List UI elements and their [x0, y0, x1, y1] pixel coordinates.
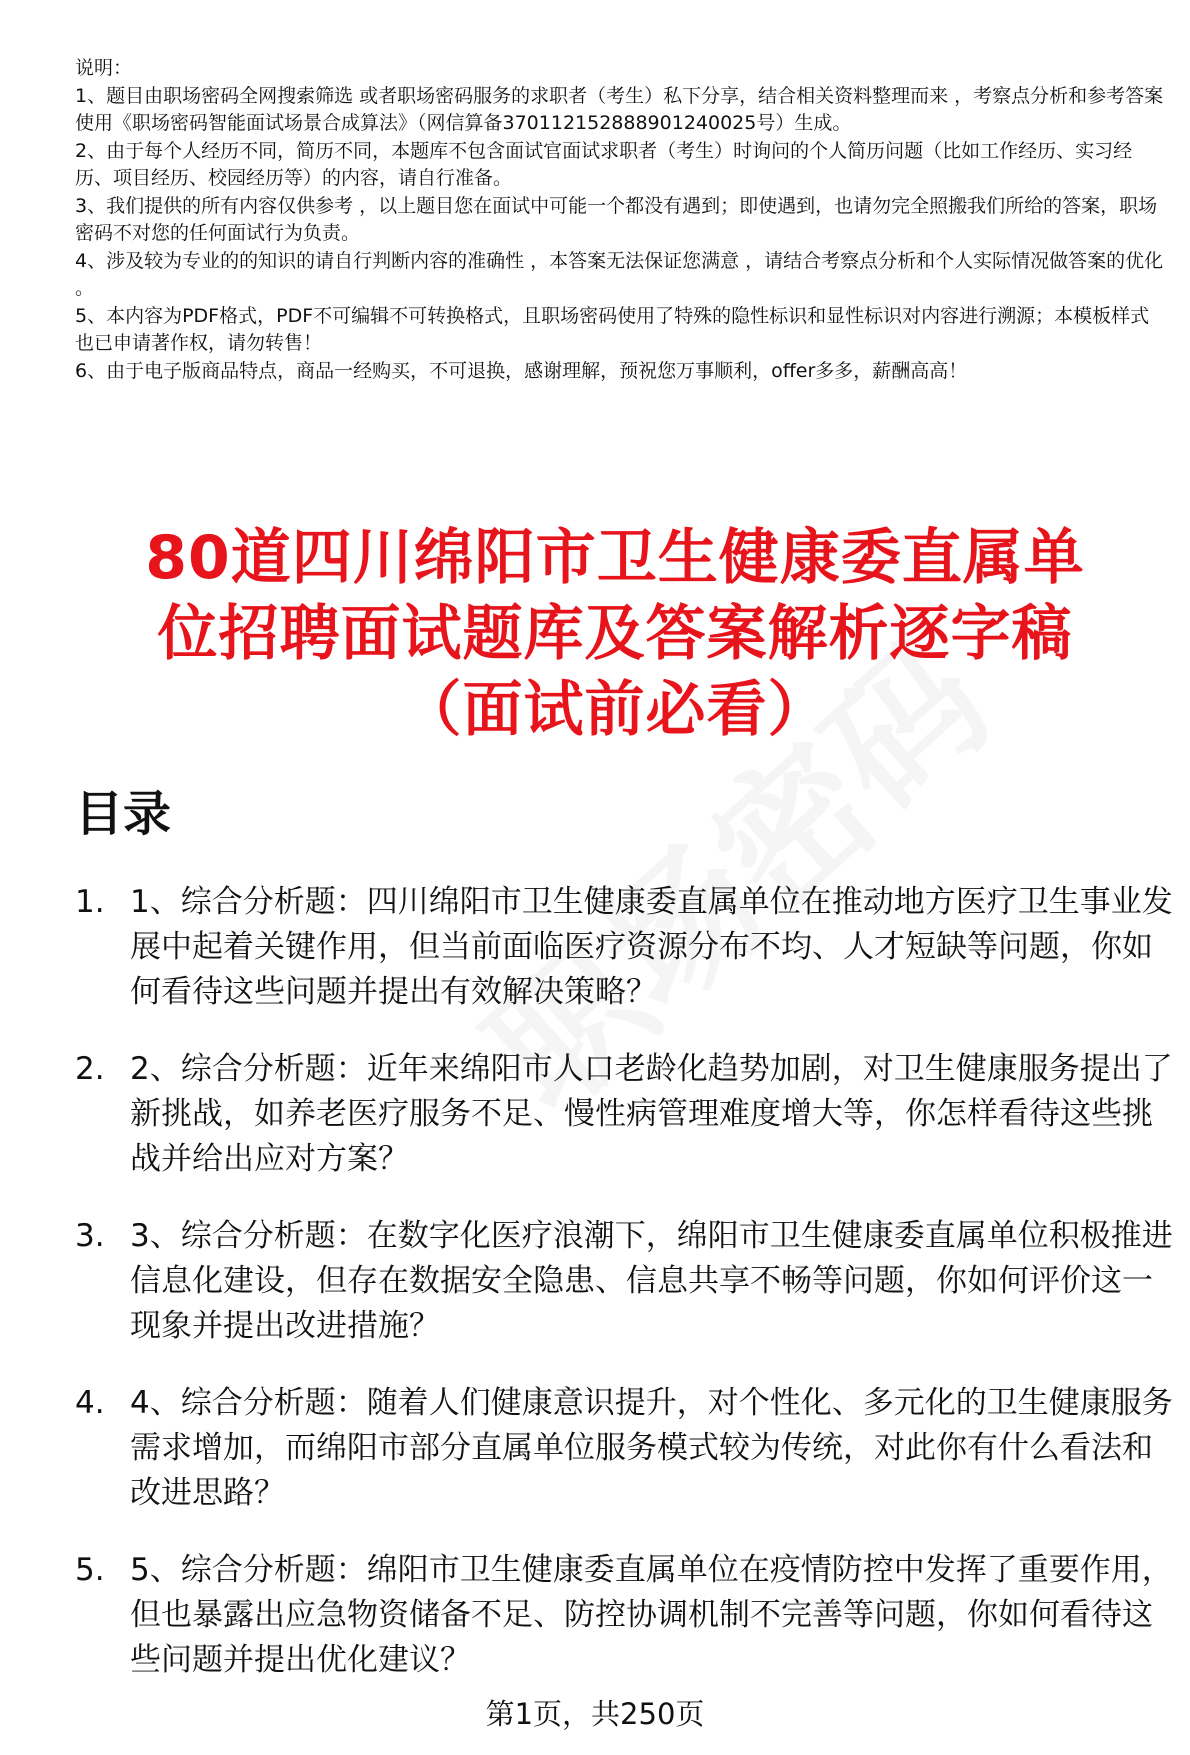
- toc-item-text: 2、综合分析题：近年来绵阳市人口老龄化趋势加剧，对卫生健康服务提出了新挑战，如养老医疗服务不足、慢性病管理难度增大等，你怎样看待这些挑战并给出应对方案？: [130, 1051, 1173, 1177]
- toc-item[interactable]: [75, 1381, 1175, 1516]
- note-item: 6、由于电子版商品特点，商品一经购买，不可退换，感谢理解，预祝您万事顺利，offer多多，薪酬高高！: [75, 359, 968, 382]
- toc-item[interactable]: [75, 1548, 1175, 1683]
- toc-item-text: 4、综合分析题：随着人们健康意识提升，对个性化、多元化的卫生健康服务需求增加，而绵阳市部分直属单位服务模式较为传统，对此你有什么看法和改进思路？: [130, 1385, 1173, 1511]
- title-line-1: 80道四川绵阳市卫生健康委直属单: [145, 523, 1085, 594]
- toc-item-text: 1、综合分析题：四川绵阳市卫生健康委直属单位在推动地方医疗卫生事业发展中起着关键作用，但当前面临医疗资源分布不均、人才短缺等问题，你如何看待这些问题并提出有效解决策略？: [130, 884, 1173, 1010]
- toc-item-text: 5、综合分析题：绵阳市卫生健康委直属单位在疫情防控中发挥了重要作用，但也暴露出应急物资储备不足、防控协调机制不完善等问题，你如何看待这些问题并提出优化建议？: [130, 1552, 1173, 1678]
- toc-item-number: 4.: [75, 1385, 105, 1421]
- note-item: 5、本内容为PDF格式，PDF不可编辑不可转换格式，且职场密码使用了特殊的隐性标识和显性标识对内容进行溯源；本模板样式也已申请著作权，请勿转售！: [75, 304, 1150, 354]
- notes-heading: 说明：: [75, 57, 133, 79]
- toc-item[interactable]: [75, 1047, 1175, 1182]
- toc-heading: 目录: [75, 786, 172, 842]
- document-title: [60, 520, 1170, 748]
- title-line-3: （面试前必看）: [401, 675, 829, 746]
- note-item: 4、涉及较为专业的的知识的请自行判断内容的准确性 ，本答案无法保证您满意 ，请结合考察点分析和个人实际情况做答案的优化 。: [75, 249, 1164, 299]
- toc-list: [75, 880, 1175, 1715]
- title-line-2: 位招聘面试题库及答案解析逐字稿: [157, 599, 1073, 670]
- note-item: 3、我们提供的所有内容仅供参考 ，以上题目您在面试中可能一个都没有遇到；即使遇到，也请勿完全照搬我们所给的答案，职场密码不对您的任何面试行为负责。: [75, 194, 1158, 244]
- note-item: 2、由于每个人经历不同，简历不同，本题库不包含面试官面试求职者（考生）时询问的个人简历问题（比如工作经历、实习经历、项目经历、校园经历等）的内容，请自行准备。: [75, 139, 1133, 189]
- toc-item-number: 5.: [75, 1552, 105, 1588]
- note-item: 1、题目由职场密码全网搜索筛选 或者职场密码服务的求职者（考生）私下分享，结合相关资料整理而来 ，考察点分析和参考答案使用《职场密码智能面试场景合成算法》（网信算备370112152888901240025号）生成。: [75, 84, 1164, 134]
- toc-item[interactable]: [75, 880, 1175, 1015]
- toc-item-number: 3.: [75, 1218, 105, 1254]
- notes-section: [75, 55, 1165, 385]
- toc-item-text: 3、综合分析题：在数字化医疗浪潮下，绵阳市卫生健康委直属单位积极推进信息化建设，但存在数据安全隐患、信息共享不畅等问题，你如何评价这一现象并提出改进措施？: [130, 1218, 1173, 1344]
- page-footer: 第1页，共250页: [485, 1697, 705, 1731]
- toc-item[interactable]: [75, 1214, 1175, 1349]
- toc-item-number: 1.: [75, 884, 105, 920]
- toc-item-number: 2.: [75, 1051, 105, 1087]
